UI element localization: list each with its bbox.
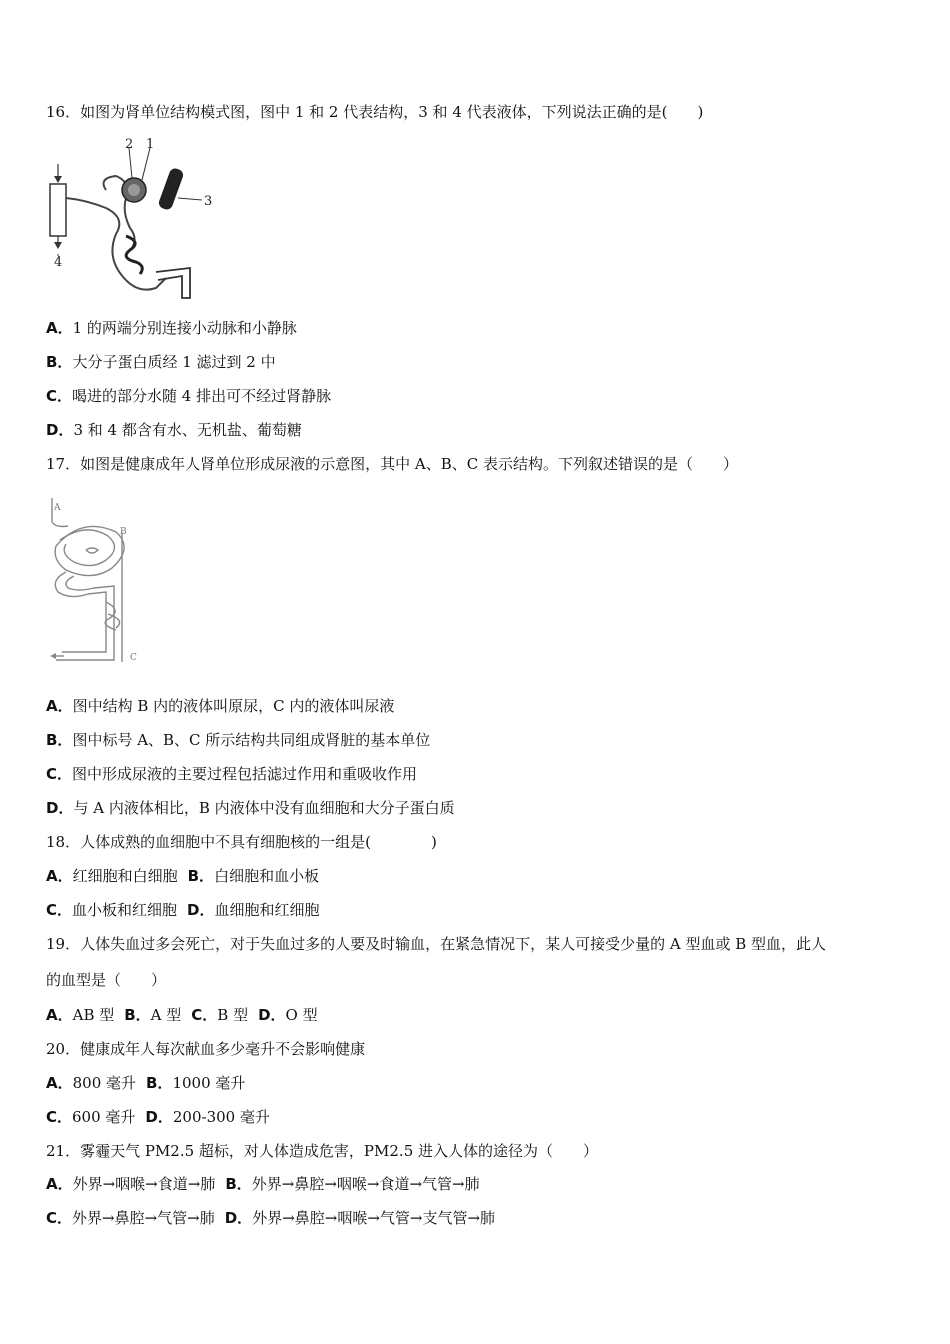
option-letter: A．	[46, 1074, 73, 1092]
option-letter: D．	[187, 901, 215, 919]
q20-options-row-1	[46, 1073, 245, 1093]
option-text: 1 的两端分别连接小动脉和小静脉	[72, 319, 297, 337]
option-letter: A．	[46, 1175, 73, 1193]
option-text: B 型	[217, 1006, 249, 1024]
option-text: 图中形成尿液的主要过程包括滤过作用和重吸收作用	[72, 765, 418, 783]
q16-figure-label-3: 3	[204, 194, 213, 209]
q16-option-a	[46, 318, 297, 338]
q21-stem: 21．雾霾天气 PM2.5 超标，对人体造成危害，PM2.5 进入人体的途径为（ ）	[46, 1142, 599, 1160]
q21-options-row-1	[46, 1174, 480, 1194]
option-text: AB 型	[72, 1006, 115, 1024]
option-text: 图中结构 B 内的液体叫原尿，C 内的液体叫尿液	[72, 697, 395, 715]
option-text: 血细胞和红细胞	[214, 901, 320, 919]
option-text: 喝进的部分水随 4 排出可不经过肾静脉	[72, 387, 332, 405]
q17-option-c	[46, 764, 417, 784]
option-text: 1000 毫升	[172, 1074, 246, 1092]
q16-option-d	[46, 420, 302, 440]
option-text: 外界→咽喉→食道→肺	[72, 1175, 216, 1193]
option-letter: B．	[187, 867, 215, 885]
option-text: 200-300 毫升	[172, 1108, 270, 1126]
option-text: 与 A 内液体相比，B 内液体中没有血细胞和大分子蛋白质	[73, 799, 455, 817]
option-text: 大分子蛋白质经 1 滤过到 2 中	[72, 353, 276, 371]
q16-nephron-figure	[46, 138, 216, 300]
q17-nephron-figure	[46, 492, 156, 672]
option-letter: B．	[46, 731, 73, 749]
option-letter: C．	[46, 1108, 73, 1126]
q17-figure-label-a: A	[54, 503, 61, 513]
option-letter: A．	[46, 319, 73, 337]
option-letter: D．	[258, 1006, 286, 1024]
q19-stem-line-2: 的血型是（ ）	[46, 971, 167, 989]
q17-figure-label-b: B	[120, 527, 127, 537]
option-text: 白细胞和血小板	[214, 867, 320, 885]
q18-stem: 18．人体成熟的血细胞中不具有细胞核的一组是( )	[46, 833, 437, 851]
option-letter: B．	[46, 353, 73, 371]
q17-option-d	[46, 798, 455, 818]
q20-stem: 20．健康成年人每次献血多少毫升不会影响健康	[46, 1040, 366, 1058]
q18-options-row-1	[46, 866, 319, 886]
option-letter: B．	[146, 1074, 173, 1092]
q21-options-row-2	[46, 1208, 495, 1228]
option-letter: A．	[46, 867, 73, 885]
option-letter: D．	[46, 799, 74, 817]
q19-stem-line-1: 19．人体失血过多会死亡，对于失血过多的人要及时输血，在紧急情况下，某人可接受少量的 A 型血或 B 型血，此人	[46, 935, 827, 953]
q16-figure-label-4: 4	[54, 255, 63, 270]
option-text: A 型	[150, 1006, 182, 1024]
option-letter: D．	[46, 421, 74, 439]
q16-figure-label-1: 1	[146, 138, 155, 152]
option-letter: C．	[46, 387, 73, 405]
q16-stem: 16．如图为肾单位结构模式图，图中 1 和 2 代表结构，3 和 4 代表液体，下列说法正确的是( )	[46, 103, 704, 121]
option-letter: A．	[46, 697, 73, 715]
option-text: 图中标号 A、B、C 所示结构共同组成肾脏的基本单位	[72, 731, 431, 749]
option-text: 600 毫升	[72, 1108, 136, 1126]
option-letter: C．	[191, 1006, 218, 1024]
option-text: 外界→鼻腔→气管→肺	[72, 1209, 215, 1227]
q20-options-row-2	[46, 1107, 270, 1127]
option-text: 红细胞和白细胞	[72, 867, 178, 885]
option-text: 外界→鼻腔→咽喉→食道→气管→肺	[251, 1175, 480, 1193]
option-letter: C．	[46, 765, 73, 783]
option-text: 外界→鼻腔→咽喉→气管→支气管→肺	[252, 1209, 496, 1227]
option-text: 血小板和红细胞	[72, 901, 178, 919]
q16-option-c	[46, 386, 331, 406]
q18-options-row-2	[46, 900, 320, 920]
option-letter: B．	[225, 1175, 252, 1193]
option-text: O 型	[285, 1006, 318, 1024]
q17-option-b	[46, 730, 430, 750]
q19-options-row	[46, 1005, 318, 1025]
option-text: 3 和 4 都含有水、无机盐、葡萄糖	[73, 421, 302, 439]
option-letter: D．	[224, 1209, 253, 1227]
q16-option-b	[46, 352, 276, 372]
q17-option-a	[46, 696, 394, 716]
option-letter: D．	[145, 1108, 173, 1126]
option-letter: C．	[46, 1209, 73, 1227]
option-letter: A．	[46, 1006, 73, 1024]
q17-stem: 17．如图是健康成年人肾单位形成尿液的示意图，其中 A、B、C 表示结构。下列叙述错误的是（ ）	[46, 455, 738, 473]
option-text: 800 毫升	[72, 1074, 137, 1092]
option-letter: C．	[46, 901, 73, 919]
q16-figure-label-2: 2	[125, 138, 134, 152]
option-letter: B．	[124, 1006, 151, 1024]
q17-figure-label-c: C	[130, 653, 137, 663]
